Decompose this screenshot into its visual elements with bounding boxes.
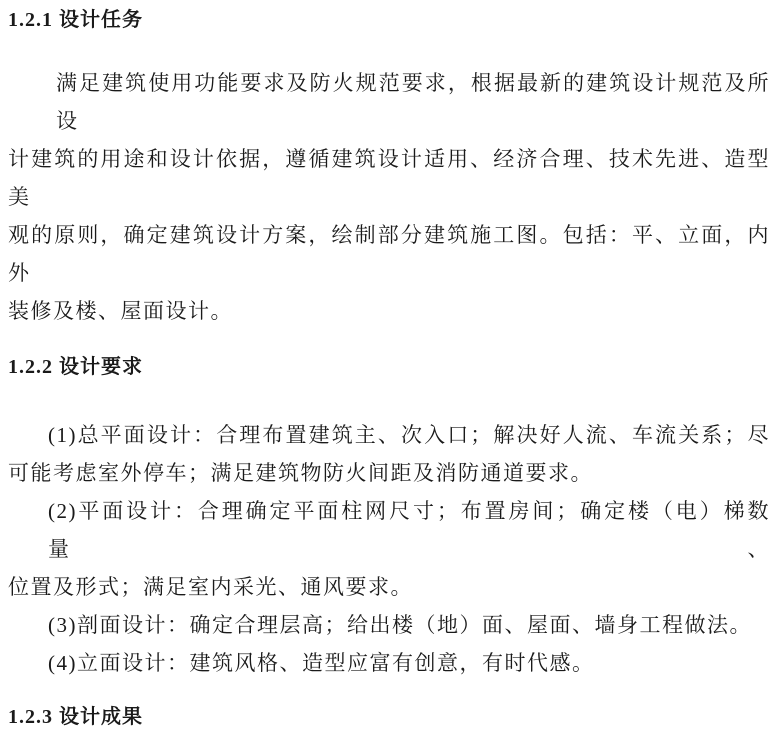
paragraph-line: 装修及楼、屋面设计。 bbox=[8, 299, 233, 323]
requirement-item-line: 可能考虑室外停车；满足建筑物防火间距及消防通道要求。 bbox=[8, 461, 593, 485]
section-heading-design-task: 1.2.1 设计任务 bbox=[8, 9, 143, 31]
requirement-item-line: (3)剖面设计：确定合理层高；给出楼（地）面、屋面、墙身工程做法。 bbox=[48, 613, 752, 637]
requirements-list bbox=[8, 416, 770, 682]
requirement-item-line: (1)总平面设计：合理布置建筑主、次入口；解决好人流、车流关系；尽 bbox=[48, 423, 770, 447]
paragraph-line: 计建筑的用途和设计依据，遵循建筑设计适用、经济合理、技术先进、造型美 bbox=[8, 147, 770, 209]
section-heading-design-requirements: 1.2.2 设计要求 bbox=[8, 356, 143, 378]
requirement-item-line: (2)平面设计：合理确定平面柱网尺寸；布置房间；确定楼（电）梯数量、 bbox=[48, 499, 770, 561]
requirement-item-line: (4)立面设计：建筑风格、造型应富有创意，有时代感。 bbox=[48, 651, 595, 675]
paragraph-line: 满足建筑使用功能要求及防火规范要求，根据最新的建筑设计规范及所设 bbox=[56, 71, 770, 133]
section-heading-design-results: 1.2.3 设计成果 bbox=[8, 706, 143, 728]
paragraph-design-task bbox=[8, 64, 770, 330]
paragraph-line: 观的原则，确定建筑设计方案，绘制部分建筑施工图。包括：平、立面，内外 bbox=[8, 223, 770, 285]
requirement-item-line: 位置及形式；满足室内采光、通风要求。 bbox=[8, 575, 413, 599]
